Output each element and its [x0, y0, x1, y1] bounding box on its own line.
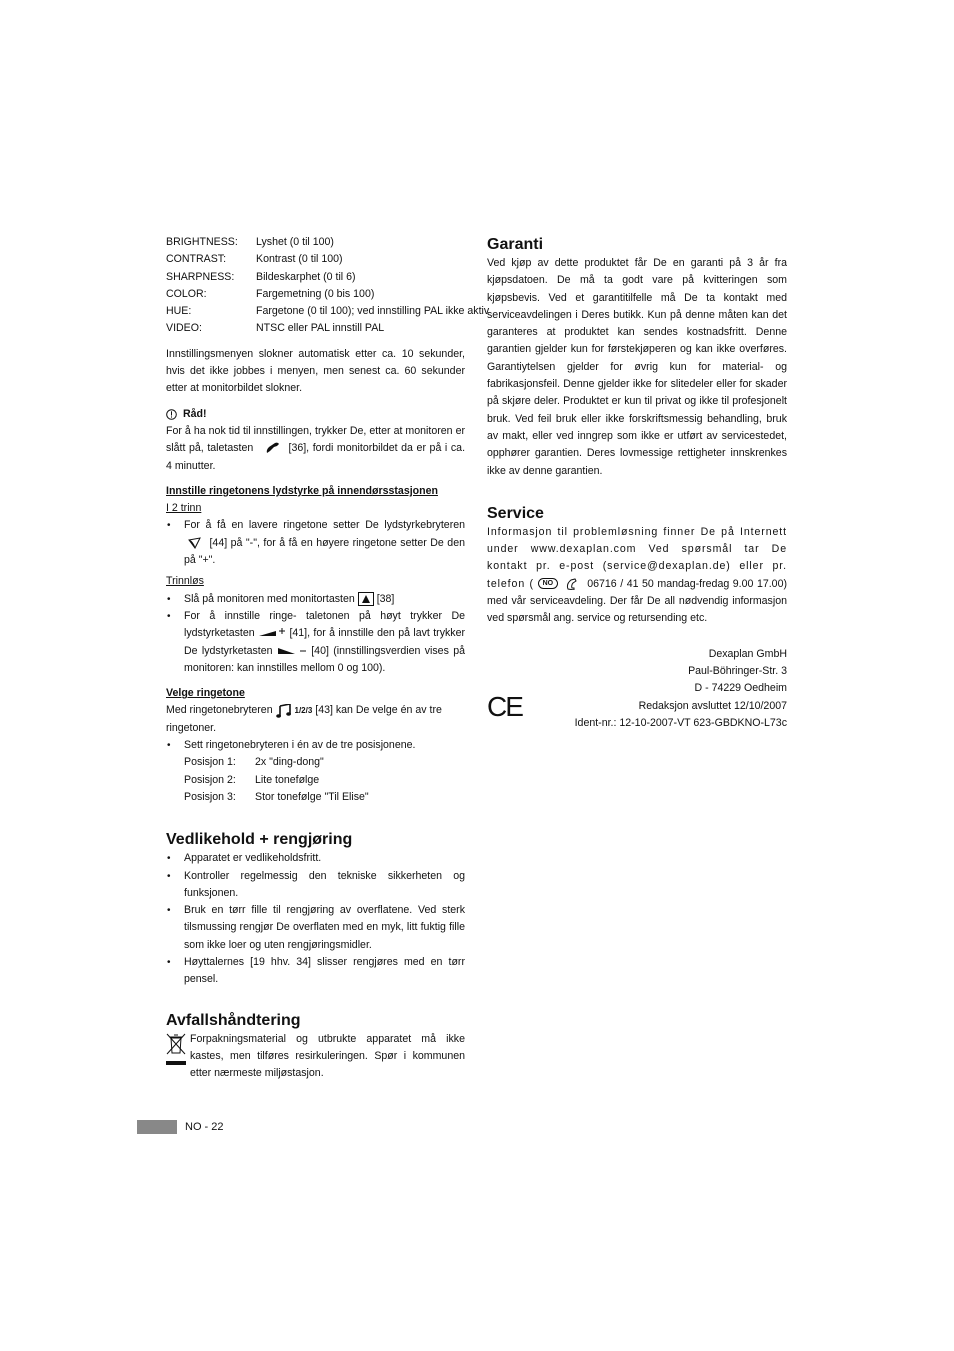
ringtone-list	[166, 737, 465, 754]
list-item	[166, 591, 465, 608]
ringvol-sub2: Trinnløs	[166, 575, 204, 588]
garanti-text: Ved kjøp av dette produktet får De en garanti på 3 år fra kjøpsdatoen. De må ta godt vare på kvitteringen som kjøpsbevis. Ved et garantitilfelle må De ta kontakt med serviceavdelingen i Deres butikk. Kun på denne måten kan det garanteres at produktet kan sendes kostnadsfritt. Denne garantien gjelder kun for førstekjøperen og kan ikke overføres. Garantiytelsen gjelder for øvrig kun for material- og fabrikasjonsfeil. Denne gjelder ikke for slitedeler eller for skader på skjøre deler. Produktet er kun til privat og ikke til profesjonelt bruk. Ved feil bruk eller ikke forskriftsmessig behandling, bruk av makt, eller ved inngrep som ikke er utført av servicestedet, opphører garantien. Deres lovmessige rettigheter innskrenkes ikke av denne garantien.	[487, 257, 787, 477]
address-line: Paul-Böhringer-Str. 3	[688, 664, 787, 677]
menu-note: Innstillingsmenyen slokner automatisk etter ca. 10 sekunder, hvis det ikke jobbes i menyen, men senest ca. 60 sekunder etter at monitorbildet slokner.	[166, 347, 465, 395]
position-key: Posisjon 2:	[184, 773, 236, 786]
tip-text-b: [36], fordi monitorbildet da er på i ca. 4 minutter.	[166, 442, 466, 472]
ringvol-list-1	[166, 517, 465, 569]
tip-title: Råd!	[183, 407, 207, 420]
garanti-heading: Garanti	[487, 236, 544, 253]
waste-block	[166, 1031, 465, 1083]
handset-icon	[257, 441, 285, 455]
position-value: Lite tonefølge	[255, 773, 320, 786]
phone-icon	[562, 578, 584, 590]
tip-text	[166, 423, 465, 475]
music-note-icon	[276, 704, 292, 718]
ringvol-list-2	[166, 591, 465, 677]
page-footer	[137, 1120, 224, 1134]
ringtone-line	[166, 702, 465, 737]
no-badge: NO	[538, 578, 559, 589]
service-heading: Service	[487, 504, 544, 522]
ringvol-heading: Innstille ringetonens lydstyrke på innendørsstasjonen	[166, 484, 438, 497]
tip-text-a: For å ha nok tid til innstillingen, trykker De, etter at monitoren er slått på, taletasten	[166, 424, 465, 455]
bullet-text: For å innstille ringe- taletonen på høyt trykker De lydstyrketasten	[184, 609, 465, 640]
position-key: Posisjon 3:	[184, 790, 236, 803]
footer-bar	[137, 1120, 177, 1134]
bullet-text: [38]	[376, 592, 395, 605]
volume-up-icon	[258, 628, 286, 638]
maint-list	[166, 850, 465, 988]
list-item: • Kontroller regelmessig den tekniske sikkerheten og funksjonen.	[166, 868, 465, 903]
exclamation-circle-icon	[166, 409, 177, 420]
address-line: D - 74229 Oedheim	[694, 682, 787, 695]
bullet-text: For å få en lavere ringetone setter De lydstyrkebryteren	[184, 519, 465, 532]
address-line: Redaksjon avsluttet 12/10/2007	[638, 699, 787, 712]
setting-value: Lyshet (0 til 100)	[256, 236, 334, 248]
list-item: • Høyttalernes [19 hhv. 34] slisser rengjøres med en tørr pensel.	[166, 954, 465, 989]
service-text-a: Informasjon til problemløsning finner De på Internett under www.dexaplan.com Ved spørsmål tar De kontakt pr. e-post (service@dexaplan.de) eller pr. telefon (	[487, 525, 787, 590]
list-item: • Bruk en tørr fille til rengjøring av overflatene. Ved sterk tilsmussing rengjør De overflaten med en myk, litt fuktig fille som ikke loer og uten rengjøringsmidler.	[166, 902, 465, 954]
list-item	[166, 517, 465, 569]
setting-key: BRIGHTNESS:	[166, 236, 238, 248]
bullet-text: Slå på monitoren med monitortasten	[184, 592, 355, 605]
ringtone-heading: Velge ringetone	[166, 687, 245, 700]
volume-down-icon	[277, 646, 307, 656]
setting-key: HUE:	[166, 305, 192, 318]
page-number: NO - 22	[185, 1121, 224, 1133]
crossed-bin-icon	[166, 1031, 186, 1083]
setting-value: Fargemetning (0 bis 100)	[256, 287, 375, 300]
setting-value: Bildeskarphet (0 til 6)	[256, 270, 356, 283]
service-text-b: 06716 / 41 50 mandag-fredag 9.00 17.00) med vår serviceavdeling. Der får De all nødvendig informasjon ved spørsmål ang. service og retursending etc.	[487, 577, 787, 625]
ringtone-text-b: [43] kan De velge én av tre ringetoner.	[166, 704, 442, 734]
position-value: 2x "ding-dong"	[255, 756, 324, 769]
right-column	[487, 234, 787, 732]
ringtone-icon-label: 1/2/3	[294, 706, 313, 716]
monitor-button-icon	[358, 592, 374, 606]
waste-text: Forpakningsmaterial og utbrukte apparatet må ikke kastes, men tilføres resirkuleringen. Spør i kommunen etter nærmeste miljøstasjon.	[190, 1032, 465, 1080]
settings-table	[166, 234, 490, 338]
position-table	[166, 754, 465, 806]
tip-heading	[166, 406, 465, 423]
setting-key: CONTRAST:	[166, 253, 227, 266]
waste-heading: Avfallshåndtering	[166, 1011, 301, 1029]
address-line: Ident-nr.: 12-10-2007-VT 623-GBDKNO-L73c	[574, 716, 787, 729]
setting-value: NTSC eller PAL innstill PAL	[256, 322, 385, 335]
list-item: • Apparatet er vedlikeholdsfritt.	[166, 850, 465, 867]
service-text	[487, 524, 787, 628]
position-key: Posisjon 1:	[184, 756, 236, 769]
bullet-text: [40] (innstillingsverdien vises på monitoren: kan innstilles mellom 0 og 100).	[184, 644, 465, 674]
position-value: Stor tonefølge "Til Elise"	[255, 790, 369, 803]
setting-value: Kontrast (0 til 100)	[256, 253, 343, 266]
list-item	[166, 608, 465, 677]
bell-icon	[184, 537, 206, 549]
setting-key: VIDEO:	[166, 322, 202, 335]
address-lines	[487, 646, 787, 732]
list-item: • Sett ringetonebryteren i én av de tre posisjonene.	[166, 737, 465, 754]
maint-heading: Vedlikehold + rengjøring	[166, 831, 353, 849]
setting-value: Fargetone (0 til 100); ved innstilling PAL ikke aktiv	[256, 305, 490, 318]
left-column	[166, 234, 490, 1082]
ringtone-text-a: Med ringetonebryteren	[166, 704, 273, 717]
address-line: Dexaplan GmbH	[708, 647, 787, 660]
ringvol-sub1: I 2 trinn	[166, 502, 202, 515]
setting-key: SHARPNESS:	[166, 270, 235, 283]
address-block	[487, 646, 787, 732]
setting-key: COLOR:	[166, 287, 207, 300]
ce-mark: CE	[487, 690, 522, 722]
bullet-text: [44] på "-", for å få en høyere ringetone setter De den på "+".	[184, 536, 465, 567]
bullet-text: [41], for å innstille den på lavt trykker De lydstyrketasten	[184, 627, 466, 657]
